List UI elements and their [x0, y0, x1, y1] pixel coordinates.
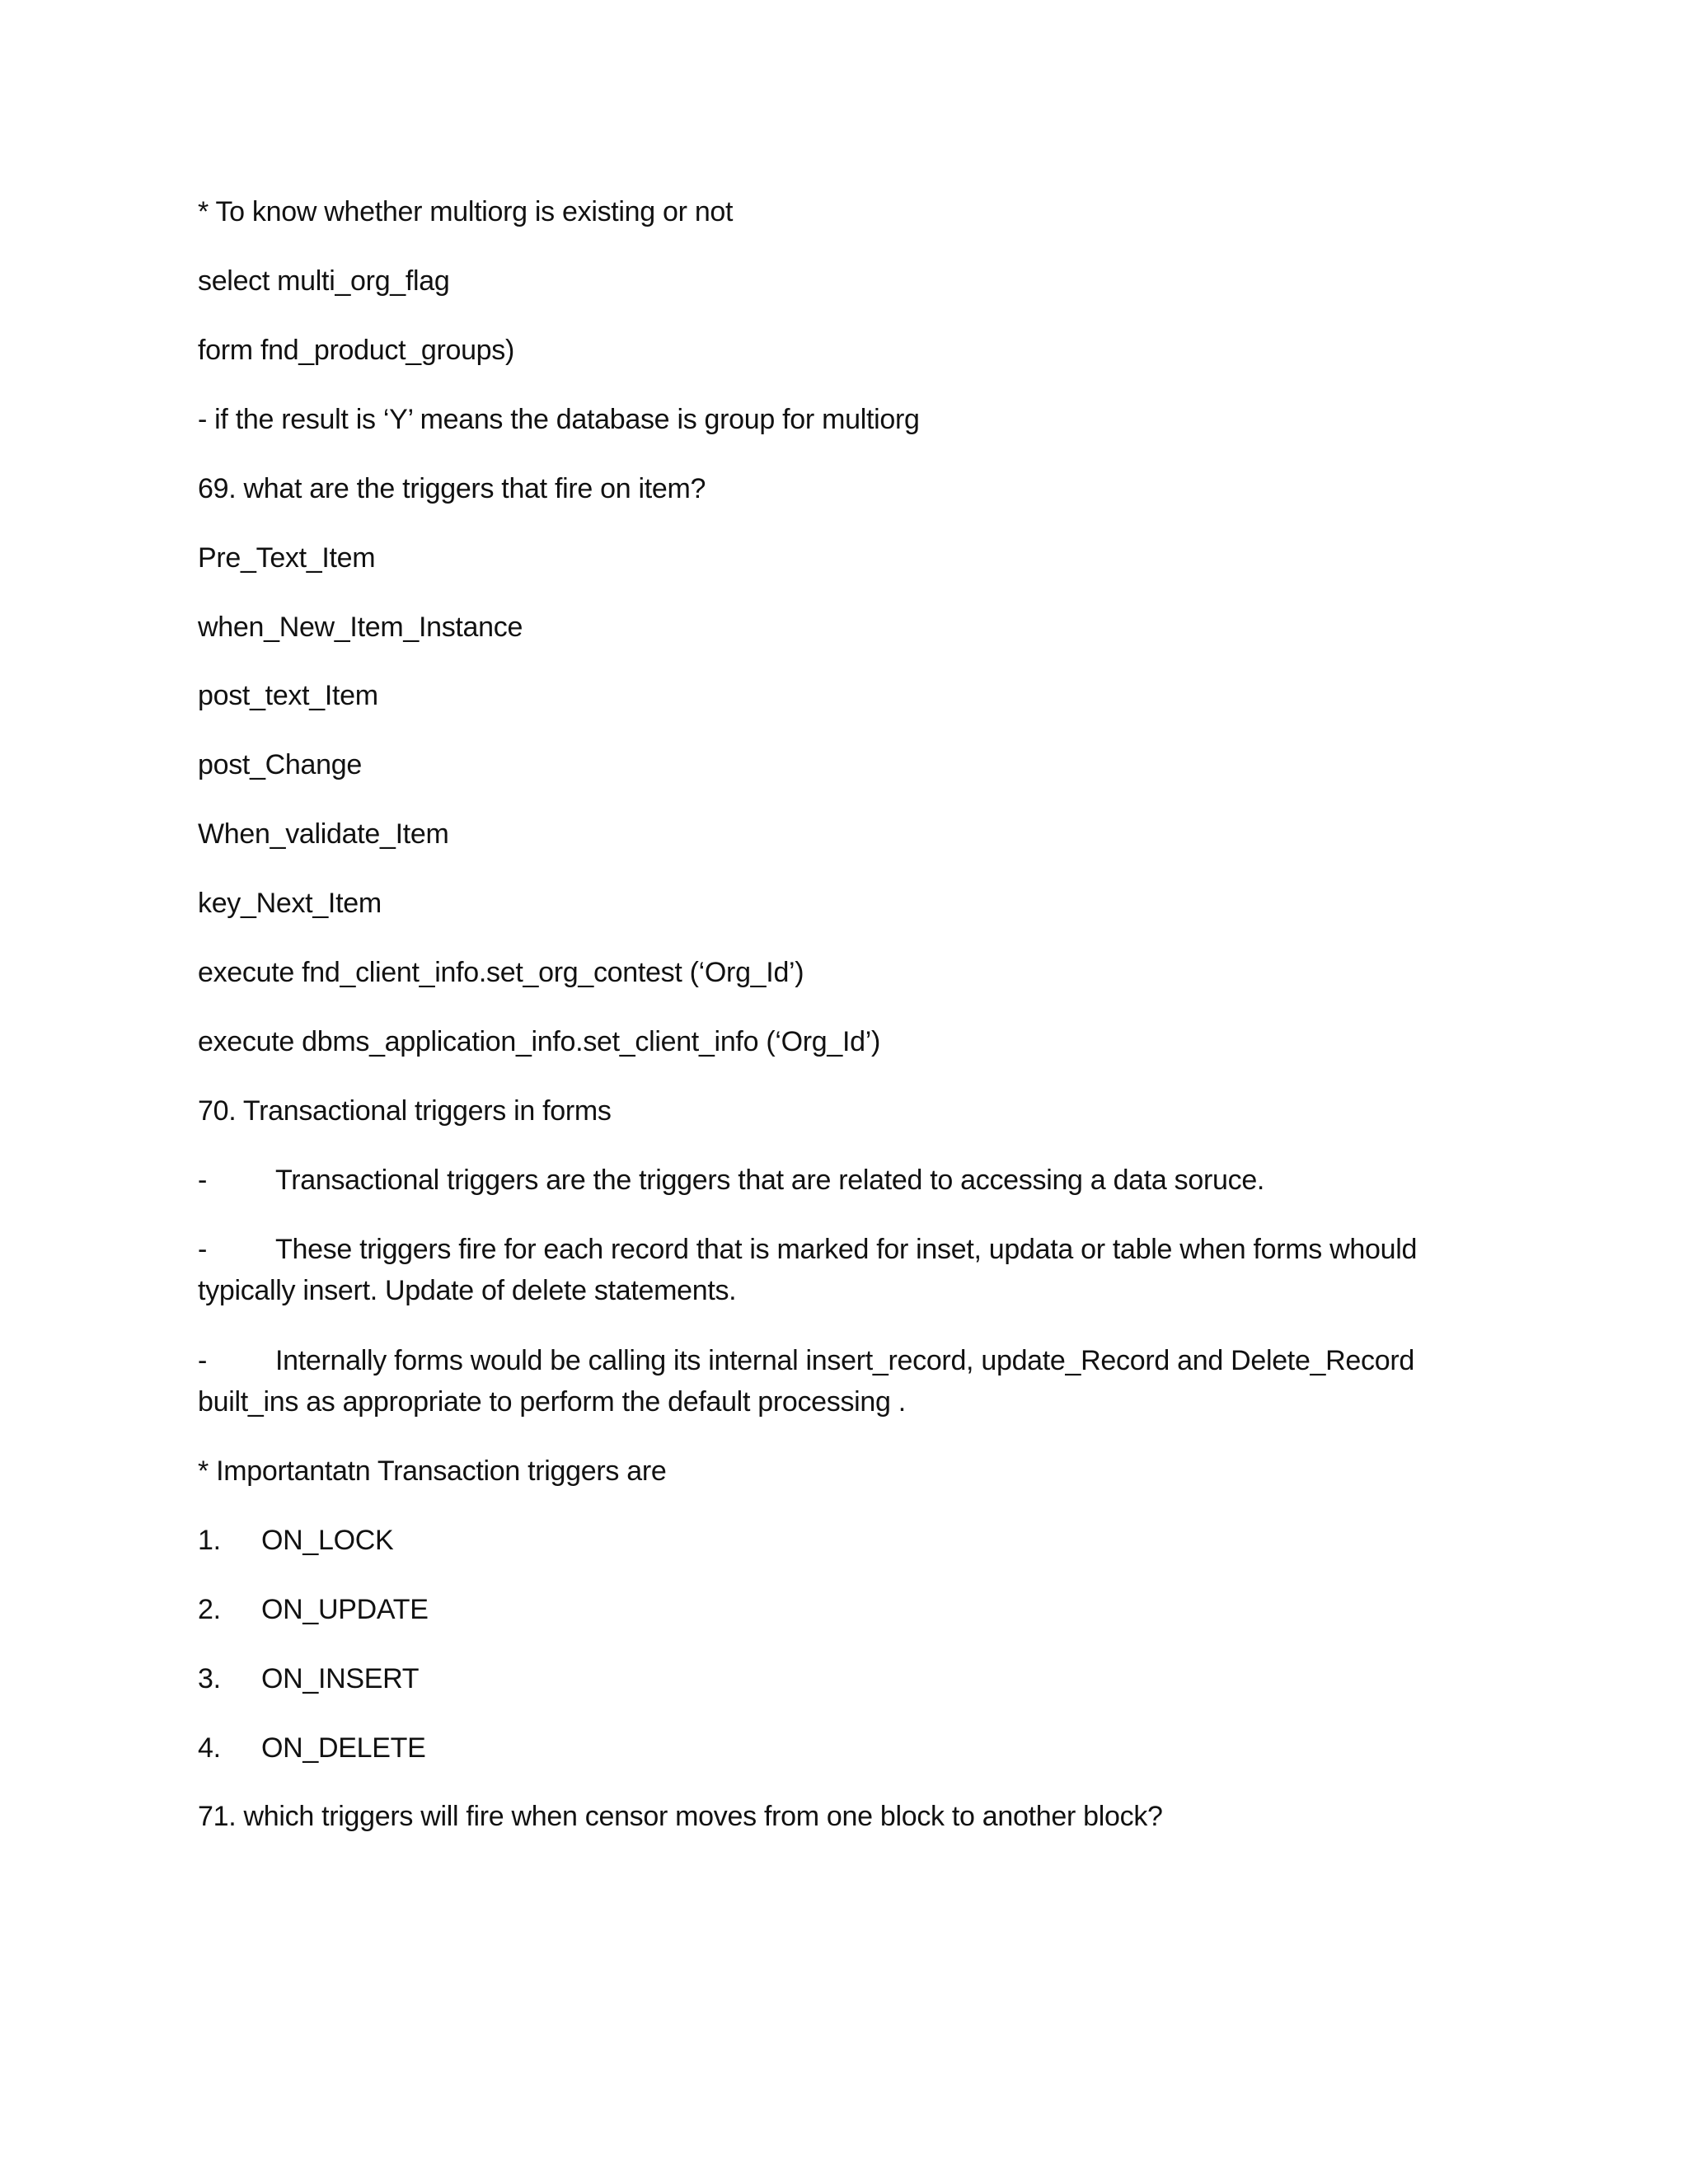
question-71: 71. which triggers will fire when censor moves from one block to another block? [198, 1801, 1163, 1832]
text-line: form fnd_product_groups) [198, 335, 515, 366]
bullet-dash: - [198, 1165, 208, 1196]
text-line: * To know whether multiorg is existing or not [198, 196, 734, 227]
item-text: ON_DELETE [261, 1732, 426, 1764]
bullet-text: These triggers fire for each record that is marked for inset, updata or table when forms whould [275, 1234, 1418, 1265]
bullet-dash: - [198, 1234, 208, 1265]
trigger-name: when_New_Item_Instance [198, 612, 523, 643]
text-line: - if the result is ‘Y’ means the database is group for multiorg [198, 404, 920, 435]
item-number: 1. [198, 1525, 221, 1556]
bullet-continuation: built_ins as appropriate to perform the default processing . [198, 1386, 906, 1418]
trigger-name: post_text_Item [198, 680, 378, 711]
item-text: ON_UPDATE [261, 1594, 429, 1625]
item-text: ON_LOCK [261, 1525, 394, 1556]
item-number: 4. [198, 1732, 221, 1764]
text-line: select multi_org_flag [198, 265, 450, 297]
numbered-item [198, 1727, 425, 1769]
code-line: execute fnd_client_info.set_org_contest (‘Org_Id’) [198, 957, 804, 988]
bullet-item [198, 1159, 1264, 1202]
trigger-name: Pre_Text_Item [198, 542, 376, 574]
trigger-name: key_Next_Item [198, 888, 382, 919]
numbered-item [198, 1588, 429, 1631]
item-number: 3. [198, 1663, 221, 1694]
bullet-item [198, 1339, 1414, 1382]
item-text: ON_INSERT [261, 1663, 420, 1694]
question-70: 70. Transactional triggers in forms [198, 1095, 612, 1127]
bullet-text: Internally forms would be calling its internal insert_record, update_Record and Delete_Record [275, 1345, 1414, 1376]
trigger-name: When_validate_Item [198, 818, 449, 850]
code-line: execute dbms_application_info.set_client_info (‘Org_Id’) [198, 1026, 881, 1057]
numbered-item [198, 1657, 419, 1700]
trigger-name: post_Change [198, 749, 362, 780]
important-heading: * Importantatn Transaction triggers are [198, 1455, 667, 1487]
bullet-text: Transactional triggers are the triggers that are related to accessing a data soruce. [275, 1165, 1265, 1196]
bullet-item [198, 1228, 1417, 1271]
question-69: 69. what are the triggers that fire on item? [198, 473, 706, 504]
numbered-item [198, 1519, 393, 1562]
item-number: 2. [198, 1594, 221, 1625]
bullet-continuation: typically insert. Update of delete statements. [198, 1275, 737, 1306]
bullet-dash: - [198, 1345, 208, 1376]
